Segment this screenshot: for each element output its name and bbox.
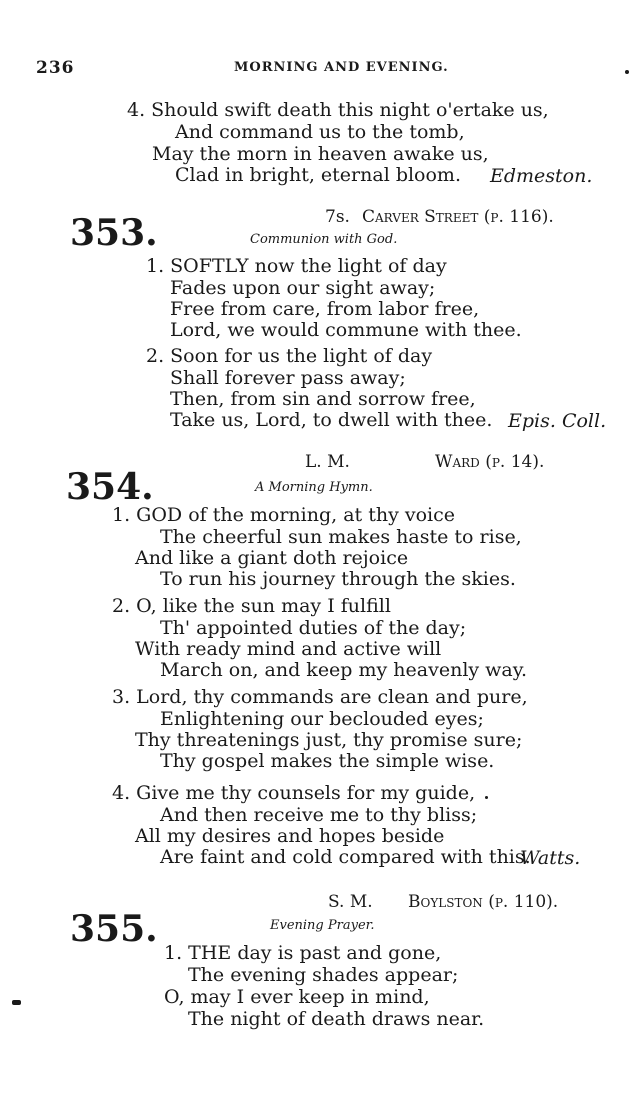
h354-v1-l3: And like a giant doth rejoice — [135, 547, 409, 569]
h354-v3-l1: 3. Lord, thy commands are clean and pure, — [112, 686, 528, 708]
hymn-354-tune: Ward (p. 14). — [435, 452, 545, 472]
ink-mark — [12, 1000, 21, 1005]
hymn-355-tune: Boylston (p. 110). — [408, 892, 559, 912]
h355-v1-l3: O, may I ever keep in mind, — [164, 986, 430, 1008]
h353-v1-l3: Free from care, from labor free, — [170, 298, 480, 320]
h355-v1-l1: 1. THE day is past and gone, — [164, 942, 442, 964]
hymn-353-author: Epis. Coll. — [508, 410, 607, 432]
h354-v3-l3: Thy threatenings just, thy promise sure; — [135, 729, 523, 751]
running-title: MORNING AND EVENING. — [234, 60, 449, 75]
h353-v2-l3: Then, from sin and sorrow free, — [170, 388, 476, 410]
h355-v1-l2: The evening shades appear; — [188, 964, 459, 986]
hymn-353-meter: 7s. — [325, 207, 350, 227]
h353-v1-l4: Lord, we would commune with thee. — [170, 319, 522, 341]
h353-v1-l2: Fades upon our sight away; — [170, 277, 436, 299]
prev-hymn-author: Edmeston. — [490, 165, 593, 187]
hymn-354-meter: L. M. — [305, 452, 350, 472]
hymn-number-354: 354. — [66, 466, 154, 508]
hymn-354-subtitle: A Morning Hymn. — [255, 480, 373, 495]
prev-hymn-line-2: And command us to the tomb, — [175, 121, 465, 143]
h355-v1-l4: The night of death draws near. — [188, 1008, 485, 1030]
h354-v4-l2: And then receive me to thy bliss; — [160, 804, 478, 826]
prev-hymn-line-4: Clad in bright, eternal bloom. — [175, 164, 461, 186]
h353-v2-l1: 2. Soon for us the light of day — [146, 345, 433, 367]
hymn-355-meter: S. M. — [328, 892, 373, 912]
hymn-number-353: 353. — [70, 212, 158, 254]
h354-v2-l4: March on, and keep my heavenly way. — [160, 659, 528, 681]
h354-v1-l1: 1. GOD of the morning, at thy voice — [112, 504, 455, 526]
h354-v2-l2: Th' appointed duties of the day; — [160, 617, 467, 639]
h354-v1-l2: The cheerful sun makes haste to rise, — [160, 526, 522, 548]
h354-v3-l2: Enlightening our beclouded eyes; — [160, 708, 484, 730]
h354-v2-l3: With ready mind and active will — [135, 638, 442, 660]
hymn-353-tune: Carver Street (p. 116). — [362, 207, 554, 227]
hymn-354-author: Watts. — [520, 847, 581, 869]
prev-hymn-line-3: May the morn in heaven awake us, — [152, 143, 489, 165]
page-number: 236 — [36, 58, 75, 78]
h353-v2-l2: Shall forever pass away; — [170, 367, 406, 389]
h354-v2-l1: 2. O, like the sun may I fulfill — [112, 595, 391, 617]
h353-v2-l4: Take us, Lord, to dwell with thee. — [170, 409, 493, 431]
hymn-number-355: 355. — [70, 908, 158, 950]
hymn-355-subtitle: Evening Prayer. — [270, 918, 375, 933]
ink-speck — [625, 70, 629, 74]
h354-v4-l4: Are faint and cold compared with this. — [160, 846, 531, 868]
prev-hymn-line-1: 4. Should swift death this night o'ertake us, — [127, 99, 549, 121]
h354-v1-l4: To run his journey through the skies. — [160, 568, 516, 590]
h354-v4-l3: All my desires and hopes beside — [135, 825, 445, 847]
h354-v4-l1: 4. Give me thy counsels for my guide, — [112, 782, 476, 804]
h353-v1-l1: 1. SOFTLY now the light of day — [146, 255, 447, 277]
hymn-353-subtitle: Communion with God. — [250, 232, 398, 247]
ink-speck — [485, 796, 488, 799]
h354-v3-l4: Thy gospel makes the simple wise. — [160, 750, 495, 772]
